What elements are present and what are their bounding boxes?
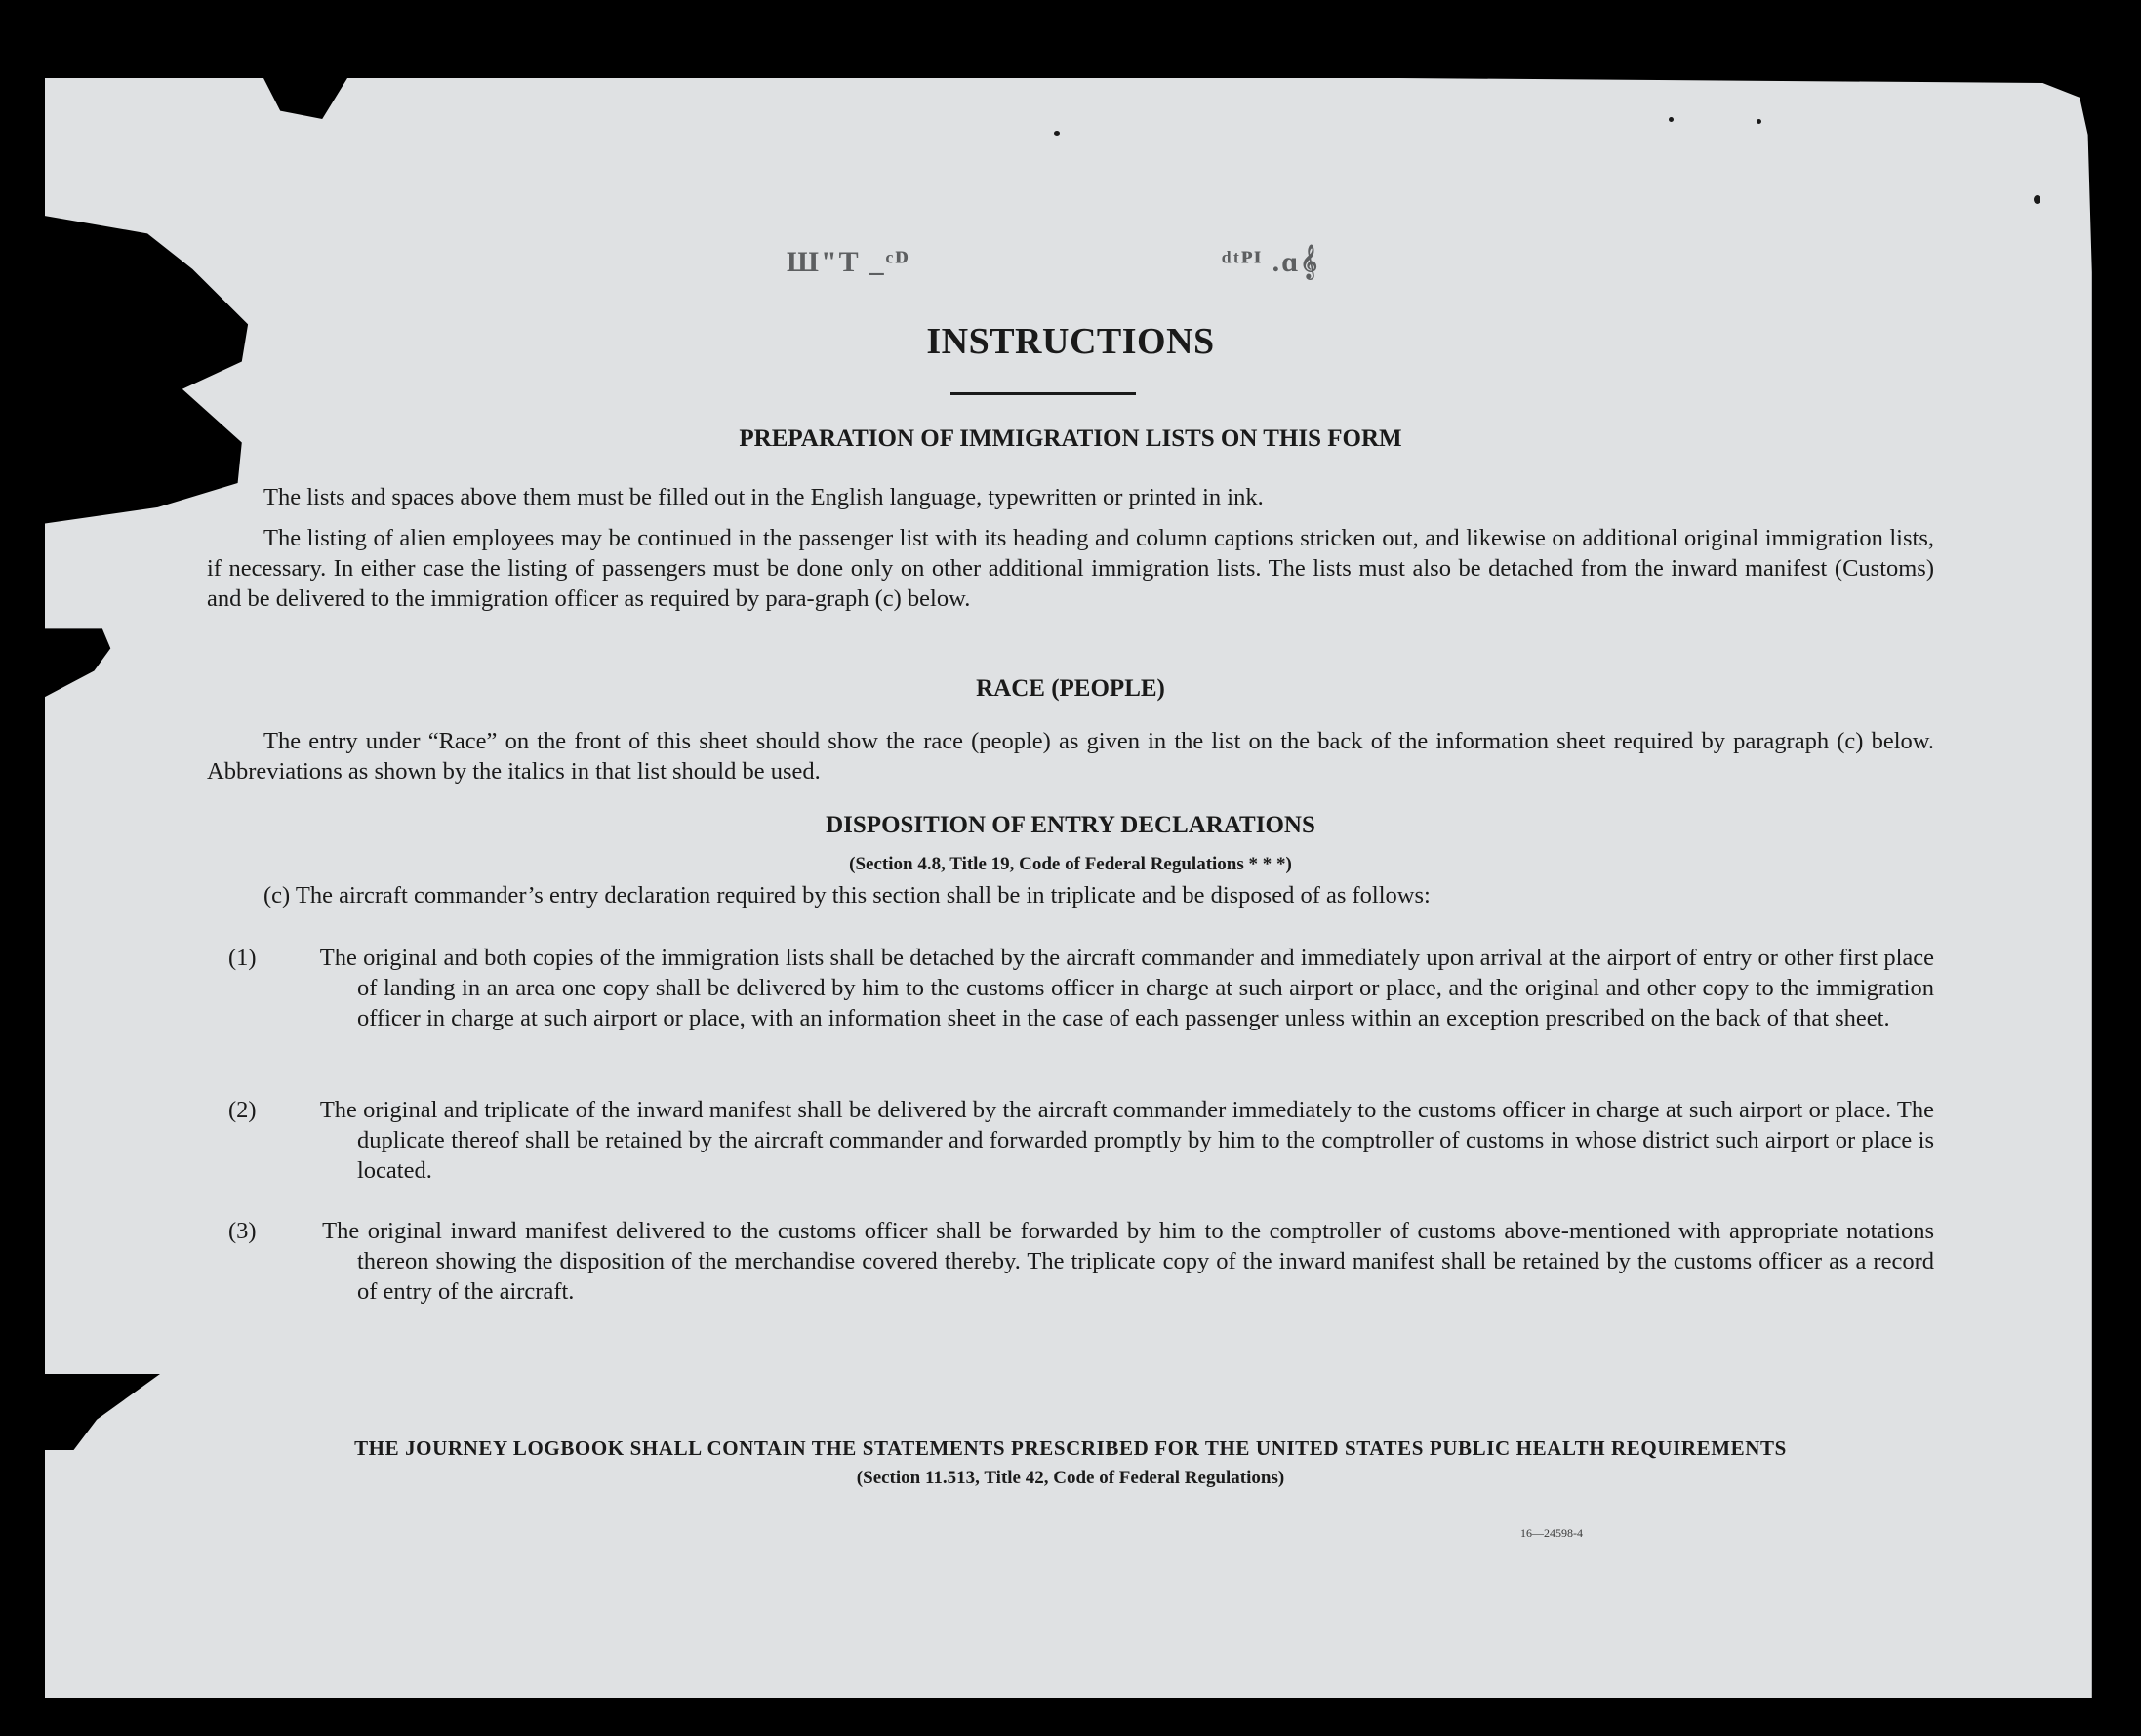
list-item-3-number: (3) [228,1218,257,1244]
heading-disposition: DISPOSITION OF ENTRY DECLARATIONS [826,812,1315,838]
list-item-1-text: The original and both copies of the immigration lists shall be detached by the aircraft commander and immediately upon arrival at the airport of entry or other first place of landing in an area one copy shall be delivered by him to the customs officer in charge at such airport or place, and the original and other copy to the immigration officer in charge at such airport or place, with an information sheet in the case of each passenger unless within an exception prescribed on the back of that sheet. [319,945,1935,1031]
list-item-1 [228,943,1935,1033]
paragraph-preparation-1: The lists and spaces above them must be filled out in the English language, typewritten or printed in ink. [263,484,1264,510]
faint-header-right: ᵈᵗᴾᴵ .ɑ𝄞 [1222,246,1320,278]
speck [1054,131,1060,136]
speck [1669,117,1674,122]
form-code: 16—24598-4 [1520,1526,1583,1540]
clause-c-text: The aircraft commander’s entry declaration required by this section shall be in triplicate and be disposed of as follows: [295,882,1431,908]
page-title: INSTRUCTIONS [926,321,1215,362]
citation-disposition: (Section 4.8, Title 19, Code of Federal Regulations * * *) [849,854,1292,874]
heading-preparation: PREPARATION OF IMMIGRATION LISTS ON THIS FORM [739,425,1402,452]
list-item-2 [228,1095,1934,1186]
paragraph-race: The entry under “Race” on the front of this sheet should show the race (people) as given in the list on the back of the information sheet required by paragraph (c) below. Abbreviations as shown by the italics in that list should be used. [207,728,1934,785]
list-item-1-number: (1) [228,945,257,971]
footer-heading: THE JOURNEY LOGBOOK SHALL CONTAIN THE STATEMENTS PRESCRIBED FOR THE UNITED STATES PUBLIC HEALTH REQUIREMENTS [354,1436,1787,1460]
speck [1757,119,1761,124]
clause-c-label: (c) [263,882,291,908]
faint-header-left: Ш"T _ᶜᴰ [787,246,910,278]
document-page [45,78,2096,1698]
clause-c [263,880,1934,910]
heading-race: RACE (PEOPLE) [976,675,1165,702]
list-item-2-text: The original and triplicate of the inward manifest shall be delivered by the aircraft commander immediately to the customs officer in charge at such airport or place. The duplicate thereof shall be retained by the aircraft commander and forwarded promptly by him to the comptroller of customs in whose district such airport or place is located. [319,1097,1934,1184]
list-item-3-text: The original inward manifest delivered to the customs officer shall be forwarded by him to the comptroller of customs above-mentioned with appropriate notations thereon showing the disposition of the merchandise covered thereby. The triplicate copy of the inward manifest shall be retained by the customs officer as a record of entry of the aircraft. [322,1218,1934,1305]
footer-citation: (Section 11.513, Title 42, Code of Federal Regulations) [856,1468,1285,1488]
list-item-3 [228,1216,1934,1307]
title-underline [950,392,1136,395]
paragraph-preparation-2: The listing of alien employees may be continued in the passenger list with its heading and column captions stricken out, and likewise on additional original immigration lists, if necessary. In either case the listing of passengers must be done only on other additional immigration lists. The lists must also be detached from the inward manifest (Customs) and be delivered to the immigration officer as required by para-graph (c) below. [207,525,1934,612]
list-item-2-number: (2) [228,1097,257,1123]
speck [2034,195,2040,204]
